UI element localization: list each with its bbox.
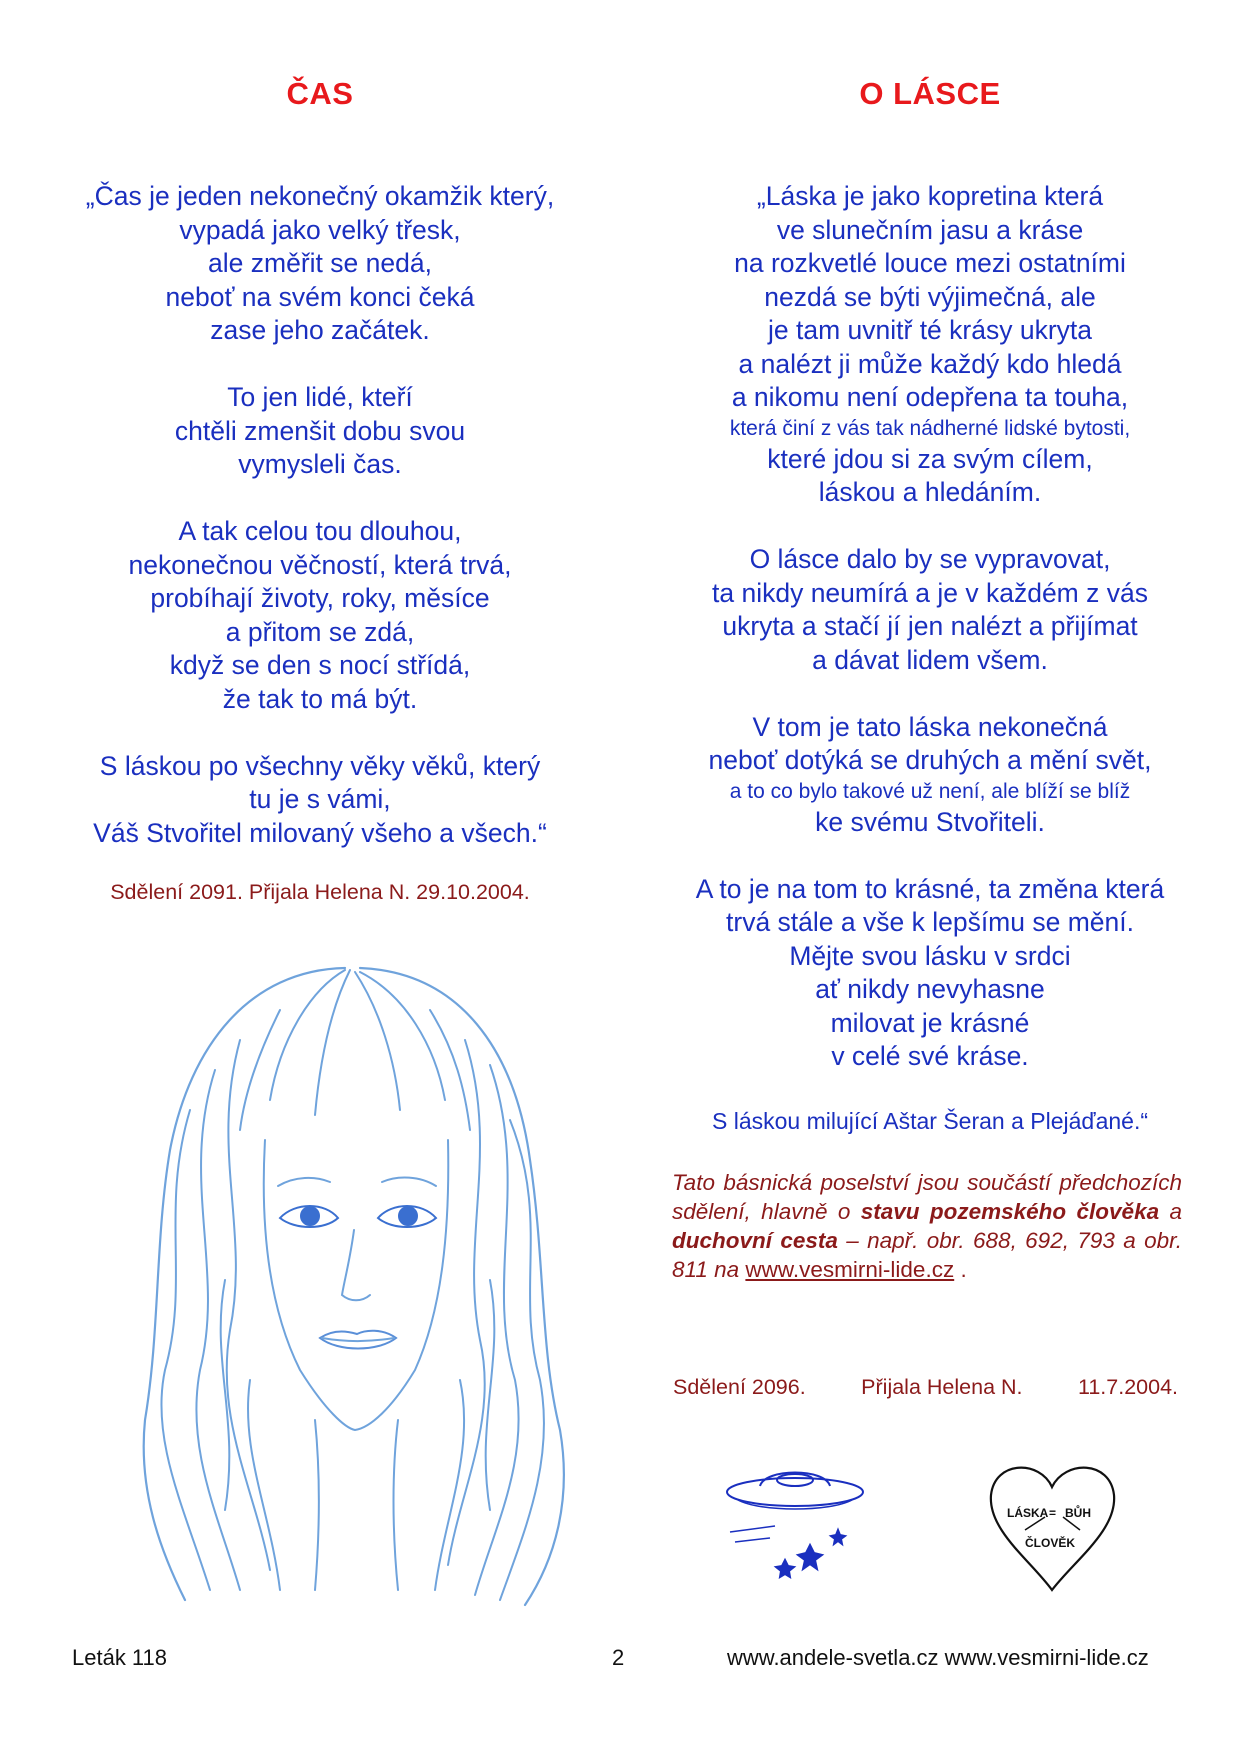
stanza [660,711,1200,840]
poem-title-o-lasce: O LÁSCE [859,76,1001,111]
poem-line: A to je na tom to krásné, ta změna která [695,873,1165,904]
poem-line: chtěli zmenšit dobu svou [174,415,466,446]
poem-line: a přitom se zdá, [225,616,415,647]
poem-line: a nikomu není odepřena ta touha, [731,382,1129,412]
reference-left: Sdělení 2091. Přijala Helena N. 29.10.2004. [110,880,530,904]
poem-line: neboť na svém konci čeká [165,281,475,312]
reference-right [673,1375,1178,1400]
poem-line: a nalézt ji může každý kdo hledá [738,348,1122,379]
poem-line: probíhají životy, roky, měsíce [150,583,490,613]
poem-line: ke svému Stvořiteli. [815,806,1045,837]
poem-line: na rozkvetlé louce mezi ostatními [734,248,1126,278]
poem-o-lasce [660,180,1200,1107]
note-text: . [954,1257,967,1282]
poem-line: „Čas je jeden nekonečný okamžik který, [85,181,555,211]
poem-line: nekonečnou věčností, která trvá, [128,549,512,580]
poem-line: Váš Stvořitel milovaný všeho a všech.“ [93,817,547,848]
heart-word-buh: BŮH [1065,1506,1091,1520]
reference-number: Sdělení 2096. [673,1375,806,1399]
poem-line: To jen lidé, kteří [227,382,413,412]
poem-line: když se den s nocí střídá, [169,650,471,680]
poem-line: V tom je tato láska nekonečná [752,711,1108,742]
note-text: – např. obr. 688, 692, 793 a obr. 811 na [672,1228,1182,1282]
poem-line: vypadá jako velký třesk, [179,214,461,245]
poem-cas [50,180,590,884]
stanza [660,180,1200,510]
poem-line: Mějte svou lásku v srdci [789,940,1071,971]
explanatory-note [672,1168,1182,1284]
poem-line: ve slunečním jasu a kráse [776,214,1084,245]
note-text: Tato básnická poselství jsou součástí předchozích sdělení, hlavně o [672,1170,1182,1224]
heart-word-laska: LÁSKA [1007,1506,1049,1520]
ufo-icon [720,1460,870,1580]
poem-line: „Láska je jako kopretina která [756,181,1104,211]
poem-line: milovat je krásné [830,1007,1030,1038]
poem-line: která činí z vás tak nádherné lidské bytosti, [729,416,1131,440]
poem-line: a to co bylo takové už není, ale blíží se blíž [729,779,1131,803]
heart-word-clovek: ČLOVĚK [1025,1536,1076,1550]
poem-line: A tak celou tou dlouhou, [178,516,462,546]
poem-line: nezdá se býti výjimečná, ale [764,281,1096,312]
poem-line: tu je s vámi, [249,784,391,814]
stanza [660,873,1200,1074]
stanza [50,515,590,716]
poem-line: ale změřit se nedá, [208,248,432,278]
poem-line: a dávat lidem všem. [812,644,1048,675]
note-link[interactable]: www.vesmirni-lide.cz [745,1257,955,1282]
poem-line: zase jeho začátek. [210,315,430,345]
heart-equals: = [1049,1506,1057,1520]
signoff-right: S láskou milující Aštar Šeran a Plejáďané.“ [711,1108,1148,1134]
woman-portrait-drawing [130,950,580,1610]
poem-line: že tak to má být. [222,683,418,714]
poem-line: v celé své kráse. [831,1041,1029,1071]
footer-leaflet-number: Leták 118 [72,1645,168,1670]
stanza [50,180,590,348]
reference-received: Přijala Helena N. [861,1375,1023,1399]
poem-line: ať nikdy nevyhasne [815,974,1045,1004]
stanza [50,381,590,482]
poem-line: S láskou po všechny věky věků, který [99,750,541,781]
poem-line: je tam uvnitř té krásy ukryta [768,315,1092,345]
note-text: a [1159,1199,1182,1224]
heart-logo [985,1455,1120,1595]
poem-line: O lásce dalo by se vypravovat, [749,544,1111,574]
reference-date: 11.7.2004. [1077,1375,1178,1399]
poem-line: vymysleli čas. [238,449,402,479]
note-bold-stavu: stavu pozemského člověka [860,1199,1160,1224]
poem-line: ta nikdy neumírá a je v každém z vás [712,577,1148,608]
poem-line: ukryta a stačí jí jen nalézt a přijímat [722,611,1138,641]
poem-line: neboť dotýká se druhých a mění svět, [708,745,1152,775]
note-bold-duchovni: duchovní cesta [672,1228,838,1253]
poem-title-cas: ČAS [286,76,354,111]
poem-line: které jdou si za svým cílem, [767,443,1093,474]
footer-websites[interactable]: www.andele-svetla.cz www.vesmirni-lide.cz [727,1645,1149,1670]
stanza [50,750,590,851]
poem-line: trvá stále a vše k lepšímu se mění. [726,907,1134,937]
stanza [660,543,1200,677]
poem-line: láskou a hledáním. [818,477,1042,507]
footer-page-number: 2 [612,1645,625,1670]
